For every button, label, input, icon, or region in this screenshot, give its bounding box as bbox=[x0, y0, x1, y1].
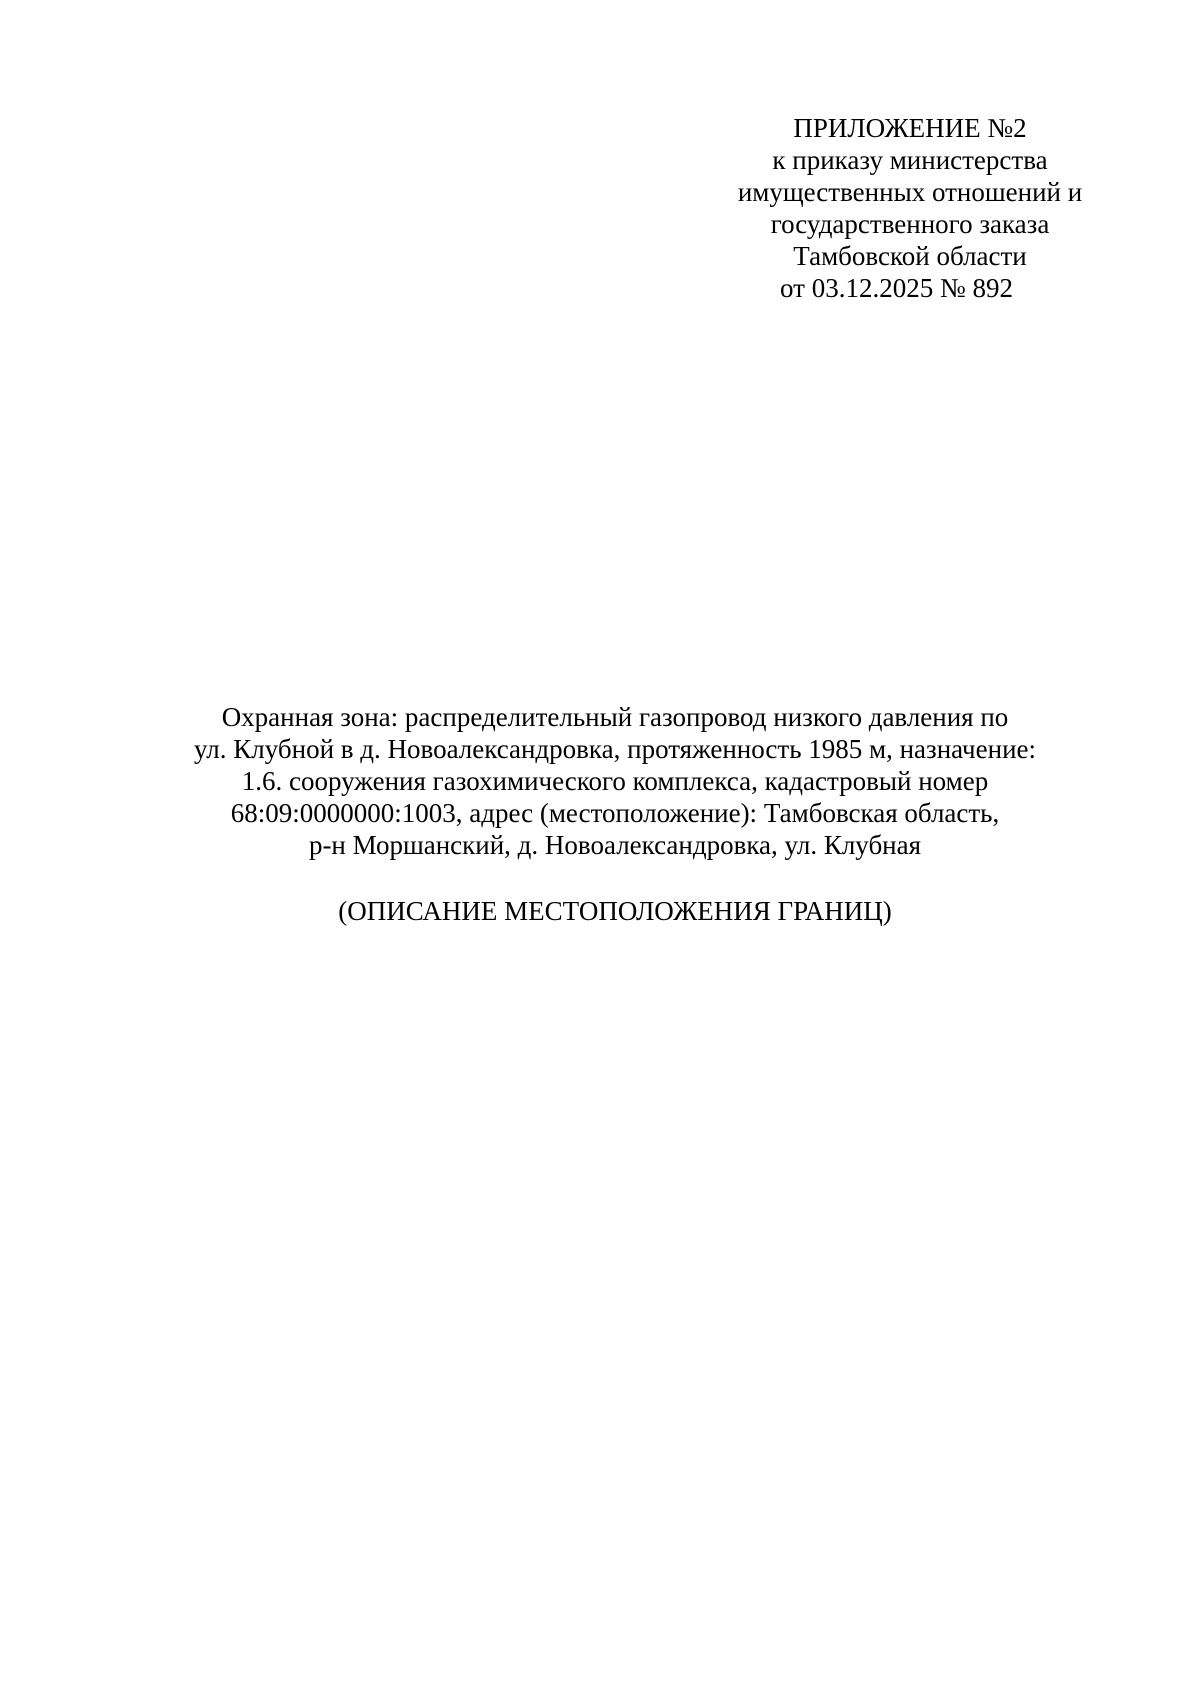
appendix-date-number: от 03.12.2025 № 892 bbox=[780, 273, 1013, 303]
appendix-line: Тамбовской области bbox=[793, 241, 1027, 271]
appendix-line: государственного заказа bbox=[770, 209, 1050, 239]
appendix-header bbox=[700, 112, 1120, 304]
title-line: 1.6. сооружения газохимического комплекса, кадастровый номер bbox=[241, 766, 989, 796]
appendix-title: ПРИЛОЖЕНИЕ №2 bbox=[793, 113, 1027, 143]
boundary-description-heading: (ОПИСАНИЕ МЕСТОПОЛОЖЕНИЯ ГРАНИЦ) bbox=[338, 896, 892, 926]
title-line: ул. Клубной в д. Новоалександровка, протяженность 1985 м, назначение: bbox=[193, 734, 1037, 764]
appendix-line: к приказу министерства bbox=[772, 145, 1048, 175]
title-line: 68:09:0000000:1003, адрес (местоположение): Тамбовская область, bbox=[230, 798, 1000, 828]
title-line: р-н Моршанский, д. Новоалександровка, ул. Клубная bbox=[308, 830, 922, 860]
protection-zone-title bbox=[150, 701, 1080, 861]
title-line: Охранная зона: распределительный газопровод низкого давления по bbox=[221, 702, 1009, 732]
appendix-line: имущественных отношений и bbox=[737, 177, 1083, 207]
